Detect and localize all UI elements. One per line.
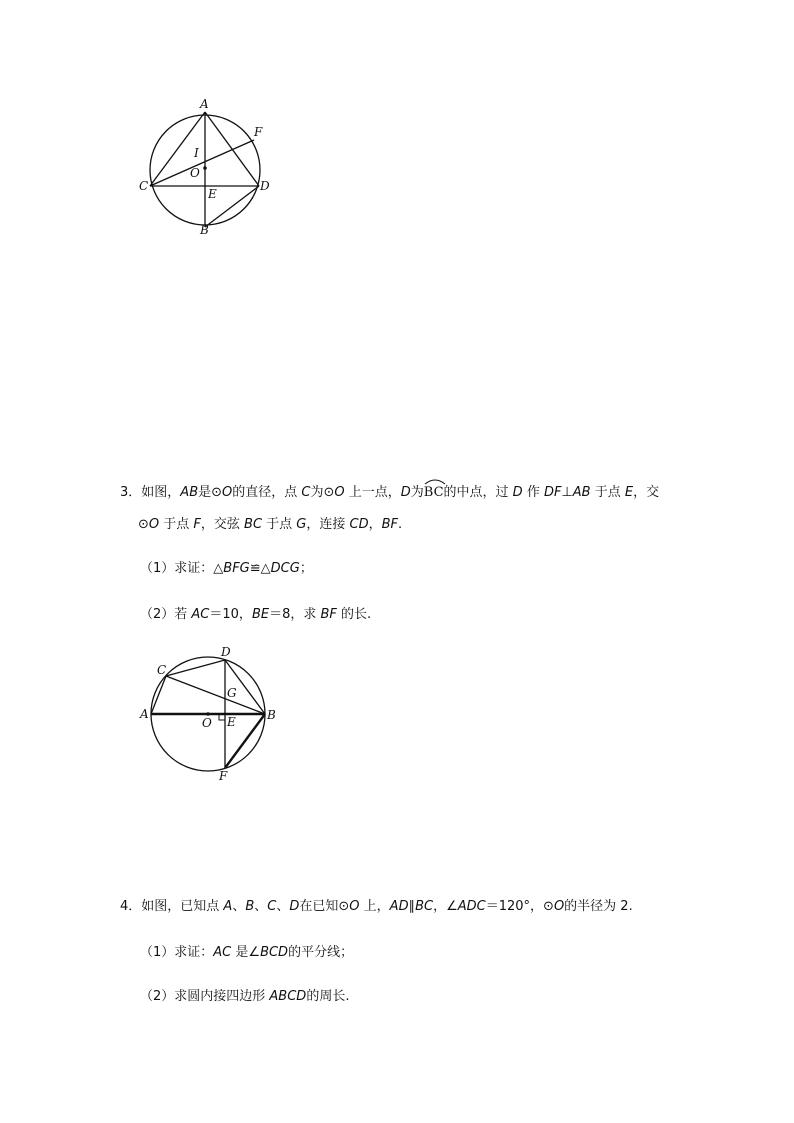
label-o: O: [190, 166, 200, 180]
segment-cf: [150, 140, 254, 186]
label-a: A: [140, 707, 149, 721]
q4-part-2: （2）求圆内接四边形 ABCD的周长.: [140, 989, 350, 1004]
q3-part-2: （2）若 AC＝10，BE＝8，求 BF 的长.: [140, 607, 372, 622]
label-c: C: [157, 663, 167, 677]
figure-2-circle-diagram: [130, 640, 290, 790]
label-f: F: [254, 125, 263, 139]
arc-bc-notation: BC: [424, 484, 444, 502]
label-d: D: [221, 645, 231, 659]
q4-number: 4．: [120, 899, 142, 914]
q3-line-2: ⊙O 于点 F，交弦 BC 于点 G，连接 CD，BF.: [138, 517, 403, 532]
q3-line-1: 3．如图，AB是⊙O的直径，点 C为⊙O 上一点，D为 BC的中点，过 D 作 DF⊥AB 于点 E，交: [120, 484, 659, 502]
label-g: G: [227, 686, 237, 700]
figure-1-circle-diagram: [130, 90, 290, 250]
label-a: A: [200, 97, 209, 111]
label-o: O: [202, 716, 212, 730]
label-b: B: [267, 708, 276, 722]
segment-ac: [151, 676, 166, 714]
label-i: I: [194, 146, 199, 160]
label-c: C: [139, 179, 149, 193]
q3-number: 3．: [120, 485, 142, 500]
label-d: D: [260, 179, 270, 193]
q4-line-1: 4．如图，已知点 A、B、C、D在已知⊙O 上，AD∥BC，∠ADC＝120°，⊙O的半径为 2.: [120, 899, 633, 914]
label-b: B: [200, 223, 209, 237]
label-e: E: [227, 715, 236, 729]
segment-ad: [205, 112, 259, 186]
center-point-o: [203, 166, 207, 170]
q4-part-1: （1）求证：AC 是∠BCD的平分线；: [140, 945, 354, 960]
label-f: F: [219, 769, 228, 783]
q3-part-1: （1）求证：△BFG≌△DCG；: [140, 561, 313, 576]
label-e: E: [208, 187, 217, 201]
